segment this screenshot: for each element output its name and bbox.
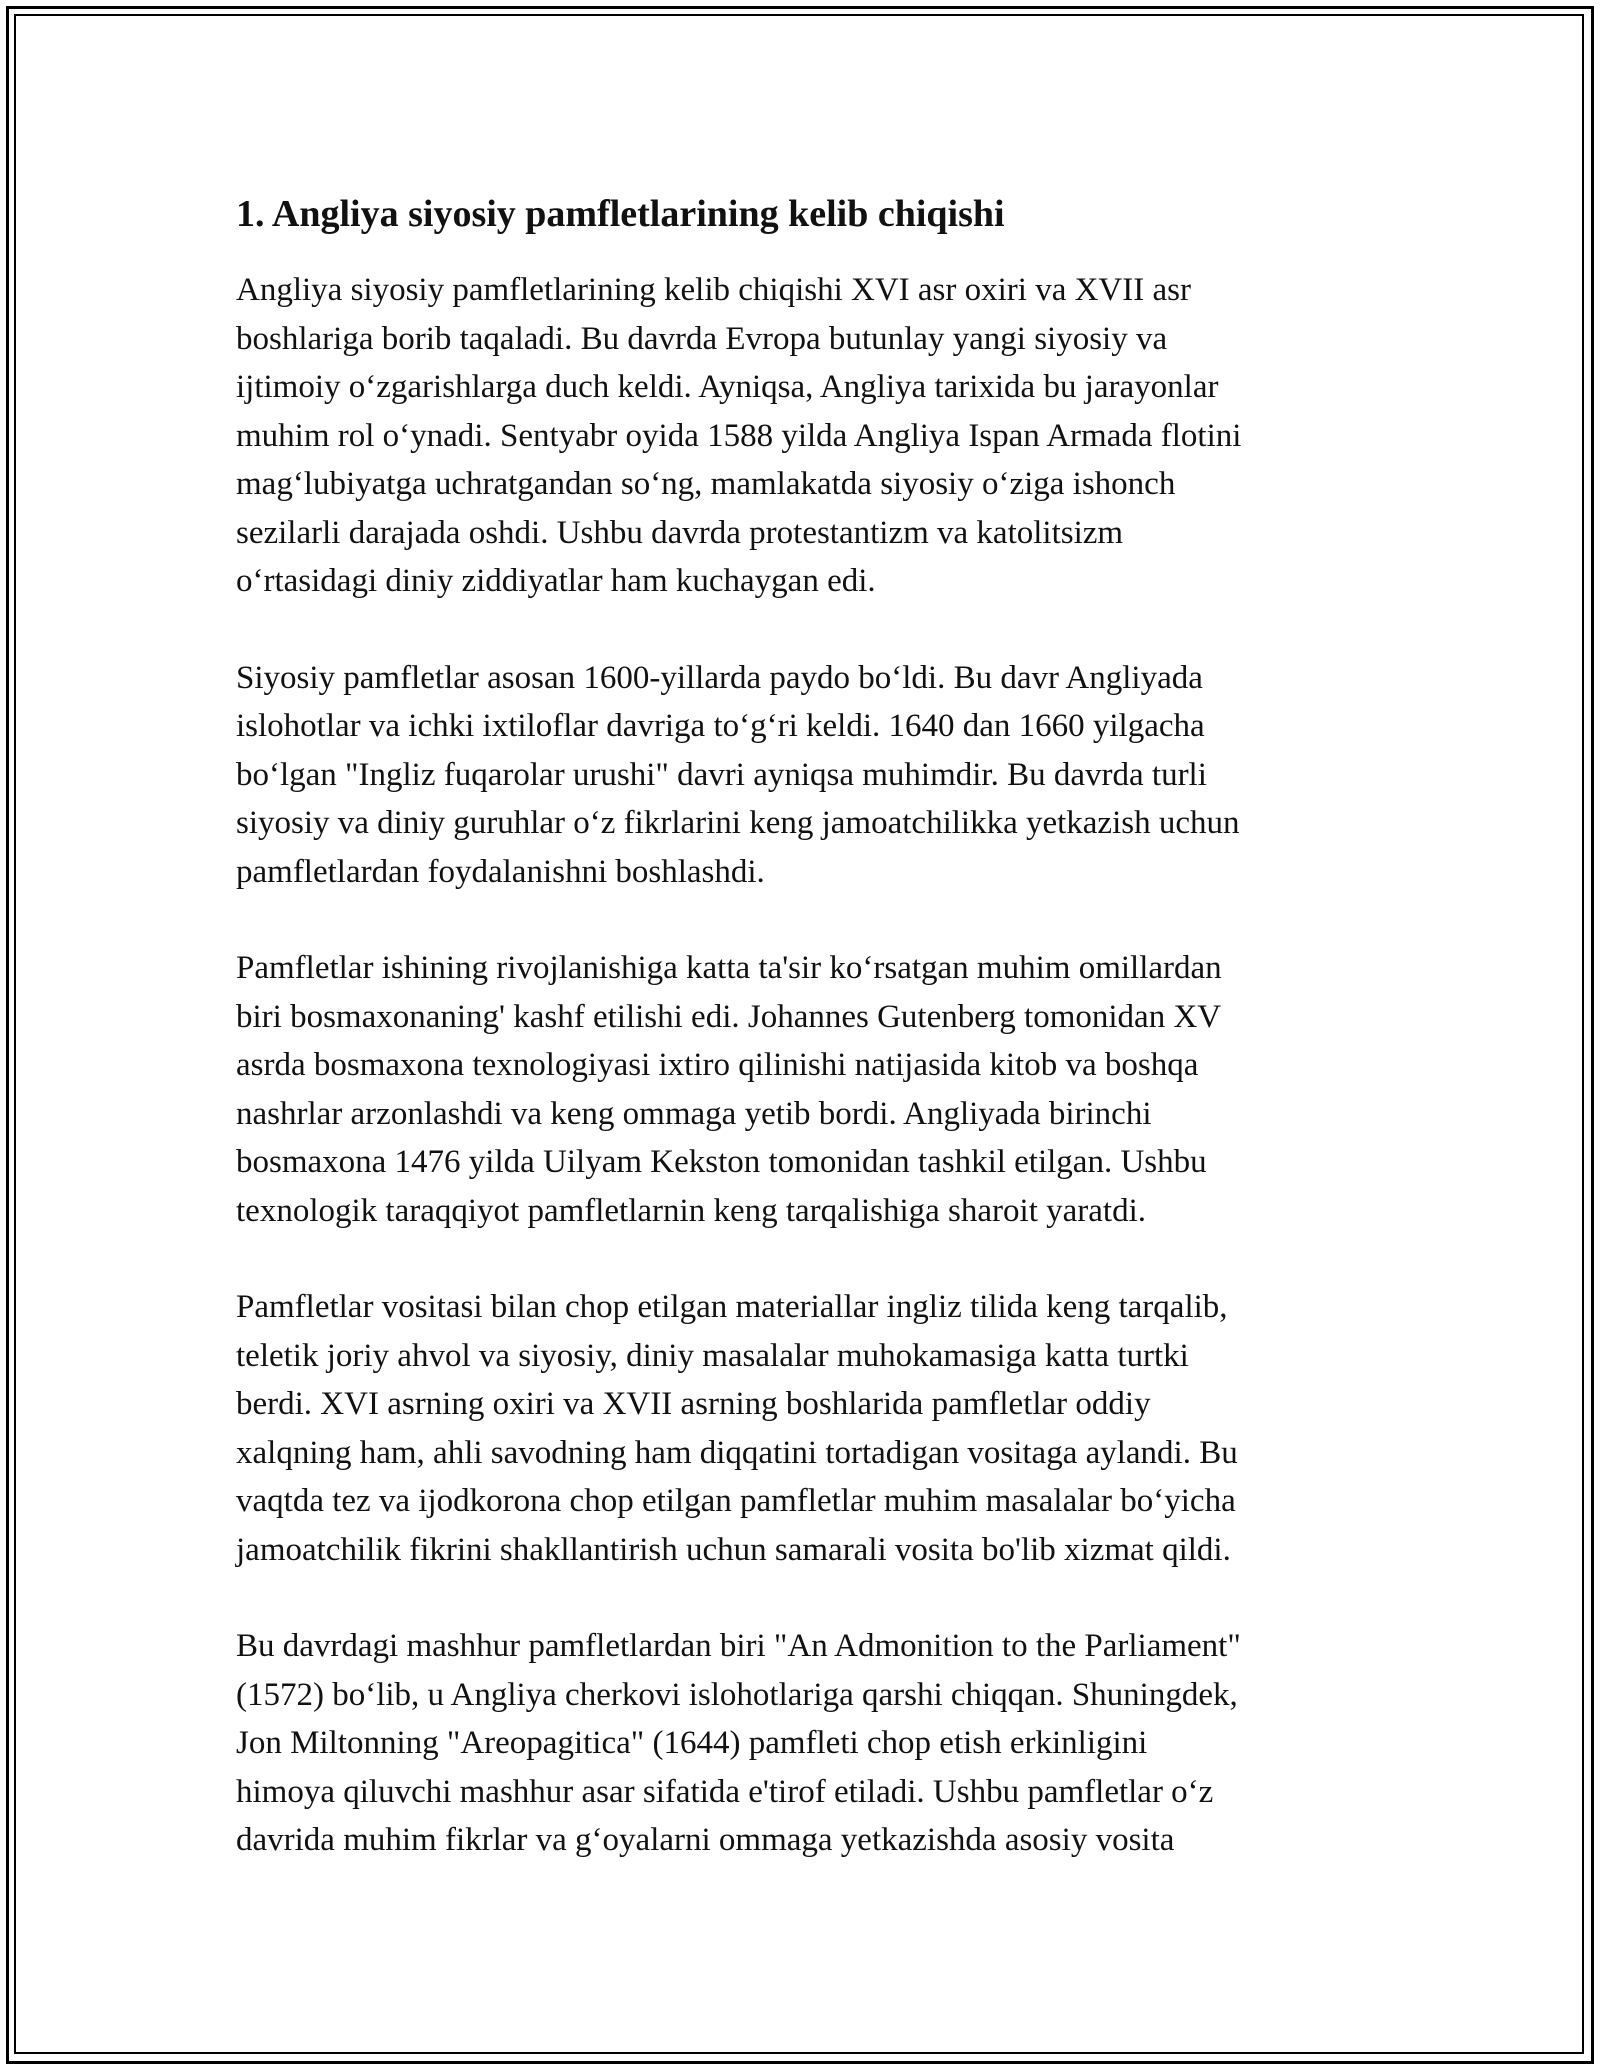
paragraph-1 [236,266,1366,606]
paragraph-line: jamoatchilik fikrini shakllantirish uchun samarali vosita bo'lib xizmat qildi. [236,1531,1231,1568]
paragraph-line: Angliya siyosiy pamfletlarining kelib chiqishi XVI asr oxiri va XVII asr [236,272,1191,308]
paragraph-line: ijtimoiy o‘zgarishlarga duch keldi. Ayniqsa, Angliya tarixida bu jarayonlar [236,369,1219,405]
paragraph-line: Jon Miltonning "Areopagitica" (1644) pamfleti chop etish erkinligini [236,1725,1148,1761]
paragraph-line: berdi. XVI asrning oxiri va XVII asrning boshlarida pamfletlar oddiy [236,1386,1151,1422]
paragraph-line: Pamfletlar vositasi bilan chop etilgan materiallar ingliz tilida keng tarqalib, [236,1289,1228,1325]
paragraph-line: boshlariga borib taqaladi. Bu davrda Evropa butunlay yangi siyosiy va [236,320,1168,357]
paragraph-2 [236,654,1366,897]
paragraph-line: nashrlar arzonlashdi va keng ommaga yetib bordi. Angliyada birinchi [236,1095,1152,1132]
paragraph-line: Pamfletlar ishining rivojlanishiga katta ta'sir ko‘rsatgan muhim omillardan [236,950,1222,986]
paragraph-line: pamfletlardan foydalanishni boshlashdi. [236,853,765,890]
paragraph-line: mag‘lubiyatga uchratgandan so‘ng, mamlakatda siyosiy o‘ziga ishonch [236,466,1176,502]
paragraph-line: xalqning ham, ahli savodning ham diqqatini tortadigan vositaga aylandi. Bu [236,1434,1238,1471]
paragraph-4 [236,1283,1366,1574]
paragraph-line: islohotlar va ichki ixtiloflar davriga to‘g‘ri keldi. 1640 dan 1660 yilgacha [236,708,1205,744]
paragraph-line: (1572) bo‘lib, u Angliya cherkovi islohotlariga qarshi chiqqan. Shuningdek, [236,1676,1238,1713]
paragraph-line: sezilarli darajada oshdi. Ushbu davrda protestantizm va katolitsizm [236,514,1124,551]
paragraph-5 [236,1622,1366,1865]
paragraph-line: davrida muhim fikrlar va g‘oyalarni ommaga yetkazishda asosiy vosita [236,1822,1175,1858]
paragraph-line: teletik joriy ahvol va siyosiy, diniy masalalar muhokamasiga katta turtki [236,1337,1189,1374]
paragraph-3 [236,944,1366,1235]
paragraph-line: Siyosiy pamfletlar asosan 1600-yillarda paydo bo‘ldi. Bu davr Angliyada [236,659,1203,696]
paragraph-line: bosmaxona 1476 yilda Uilyam Kekston tomonidan tashkil etilgan. Ushbu [236,1144,1207,1180]
paragraph-line: siyosiy va diniy guruhlar o‘z fikrlarini keng jamoatchilikka yetkazish uchun [236,805,1240,841]
paragraph-line: biri bosmaxonaning' kashf etilishi edi. Johannes Gutenberg tomonidan XV [236,998,1222,1035]
paragraph-line: himoya qiluvchi mashhur asar sifatida e'tirof etiladi. Ushbu pamfletlar o‘z [236,1773,1214,1810]
paragraph-line: Bu davrdagi mashhur pamfletlardan biri "An Admonition to the Parliament" [236,1628,1241,1664]
paragraph-line: vaqtda tez va ijodkorona chop etilgan pamfletlar muhim masalalar bo‘yicha [236,1483,1236,1519]
section-title: 1. Angliya siyosiy pamfletlarining kelib chiqishi [236,193,1005,235]
paragraph-line: texnologik taraqqiyot pamfletlarnin keng tarqalishiga sharoit yaratdi. [236,1192,1146,1229]
paragraph-line: bo‘lgan "Ingliz fuqarolar urushi" davri ayniqsa muhimdir. Bu davrda turli [236,756,1207,793]
paragraph-line: o‘rtasidagi diniy ziddiyatlar ham kuchaygan edi. [236,563,876,599]
paragraph-line: muhim rol o‘ynadi. Sentyabr oyida 1588 yilda Angliya Ispan Armada flotini [236,417,1242,454]
paragraph-line: asrda bosmaxona texnologiyasi ixtiro qilinishi natijasida kitob va boshqa [236,1047,1199,1083]
document-body [236,188,1366,1913]
